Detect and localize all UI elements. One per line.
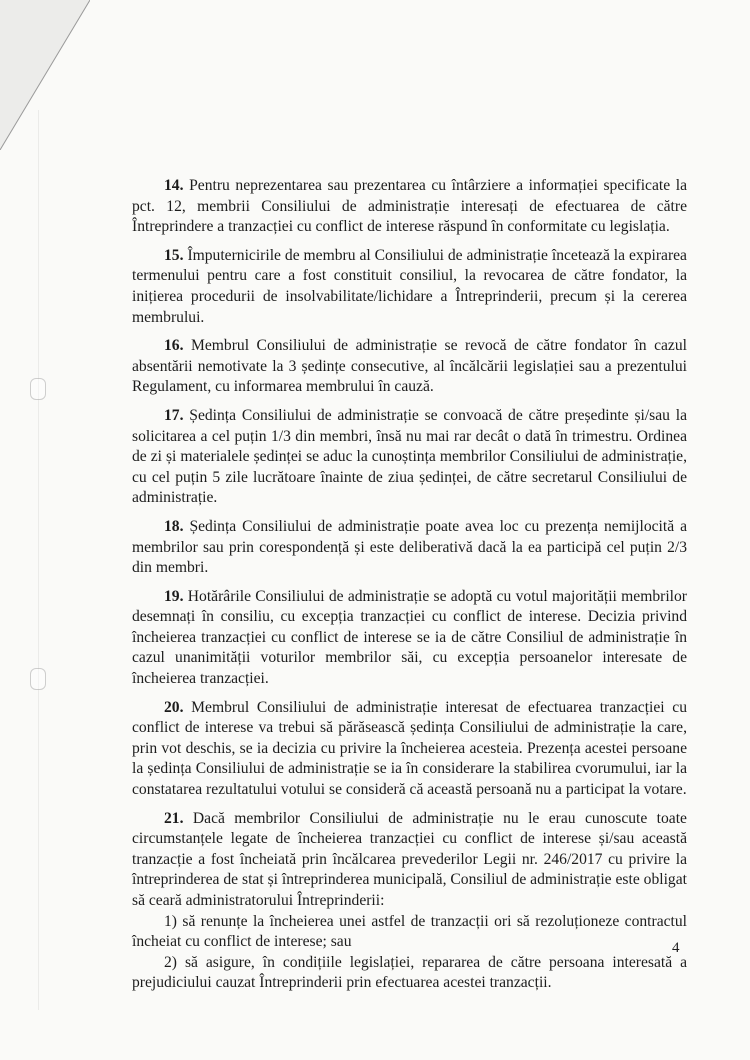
paragraph-14 xyxy=(132,176,687,238)
paragraph-text: Pentru neprezentarea sau prezentarea cu întârziere a informației specificate la pct. 12, membrii Consiliului de administrație interesați de efectuarea de către Întreprindere a tranzacției cu conflict de interese răspund în conformitate cu legislația. xyxy=(132,177,687,236)
paragraph-text: Membrul Consiliului de administrație se revocă de către fondator în cazul absentării nemotivate la 3 ședințe consecutive, al încălcării legislației sau a prezentului Regulament, cu informarea membrului în cauză. xyxy=(132,337,687,396)
paragraph-number: 21. xyxy=(164,809,184,827)
paragraph-number: 15. xyxy=(164,246,184,264)
paragraph-15 xyxy=(132,246,687,328)
paragraph-number: 18. xyxy=(164,517,184,535)
paragraph-17 xyxy=(132,406,687,509)
paragraph-21 xyxy=(132,809,687,912)
paragraph-18 xyxy=(132,517,687,579)
punch-hole-icon xyxy=(30,378,46,400)
paragraph-number: 19. xyxy=(164,587,184,605)
paragraph-text: Ședința Consiliului de administrație poate avea loc cu prezența nemijlocită a membrilor sau prin corespondență și este deliberativă dacă la ea participă cel puțin 2/3 din membri. xyxy=(132,517,687,577)
paragraph-number: 17. xyxy=(164,406,184,424)
paragraph-number: 20. xyxy=(164,698,184,716)
paragraph-text: Membrul Consiliului de administrație interesat de efectuarea tranzacției cu conflict de interese va trebui să părăsească ședința Consiliului de administrație la care, prin vot deschis, se ia decizia cu privire la încheierea acesteia. Prezența acestei persoane la ședința Consiliului de administrație se ia în considerare la stabilirea cvorumului, iar la constatarea rezultatului votului se consideră că această persoană nu a participat la votare. xyxy=(132,698,687,799)
paragraph-16 xyxy=(132,336,687,398)
paragraph-20 xyxy=(132,698,687,801)
paragraph-19 xyxy=(132,587,687,690)
sub-item-2: 2) să asigure, în condițiile legislației, repararea de către persoana interesată a prejudiciului cauzat Întreprinderii prin efectuarea acestei tranzacții. xyxy=(132,953,687,992)
paragraph-number: 14. xyxy=(164,177,184,194)
paragraph-text: Dacă membrilor Consiliului de administrație nu le erau cunoscute toate circumstanțele legate de încheierea tranzacției cu conflict de interese și/sau această tranzacție a fost încheiată prin încălcarea prevederilor Legii nr. 246/2017 cu privire la întreprinderea de stat și întreprinderea municipală, Consiliul de administrație este obligat să ceară administratorului Întreprinderii: xyxy=(132,809,687,909)
paragraph-text: Ședința Consiliului de administrație se convoacă de către președinte și/sau la solicitarea a cel puțin 1/3 din membri, însă nu mai rar decât o dată în trimestru. Ordinea de zi și materialele ședinței se aduc la cunoștința membrilor Consiliului de administrație, cu cel puțin 5 zile lucrătoare înainte de ziua ședinței, de către secretarul Consiliului de administrație. xyxy=(132,406,687,507)
paragraph-text: Hotărârile Consiliului de administrație se adoptă cu votul majorității membrilor desemnați în consiliu, cu excepția tranzacției cu conflict de interese. Decizia privind încheierea tranzacției cu conflict de interese se ia de către Consiliul de administrație în cazul unanimității voturilor membrilor săi, cu excepția persoanelor interesate de încheierea tranzacției. xyxy=(132,587,687,688)
paragraph-text: Împuternicirile de membru al Consiliului de administrație încetează la expirarea termenului pentru care a fost constituit consiliul, la revocarea de către fondator, la inițierea procedurii de insolvabilitate/lichidare a Întreprinderii, precum și la cererea membrului. xyxy=(132,246,687,326)
punch-hole-icon xyxy=(30,668,46,690)
folded-corner-icon xyxy=(0,0,90,150)
document-body xyxy=(132,176,687,994)
margin-line xyxy=(38,110,39,1010)
paragraph-number: 16. xyxy=(164,337,184,355)
page-number: 4 xyxy=(672,940,680,956)
sub-item-1: 1) să renunțe la încheierea unei astfel de tranzacții ori să rezoluționeze contractul încheiat cu conflict de interese; sau xyxy=(132,912,687,951)
